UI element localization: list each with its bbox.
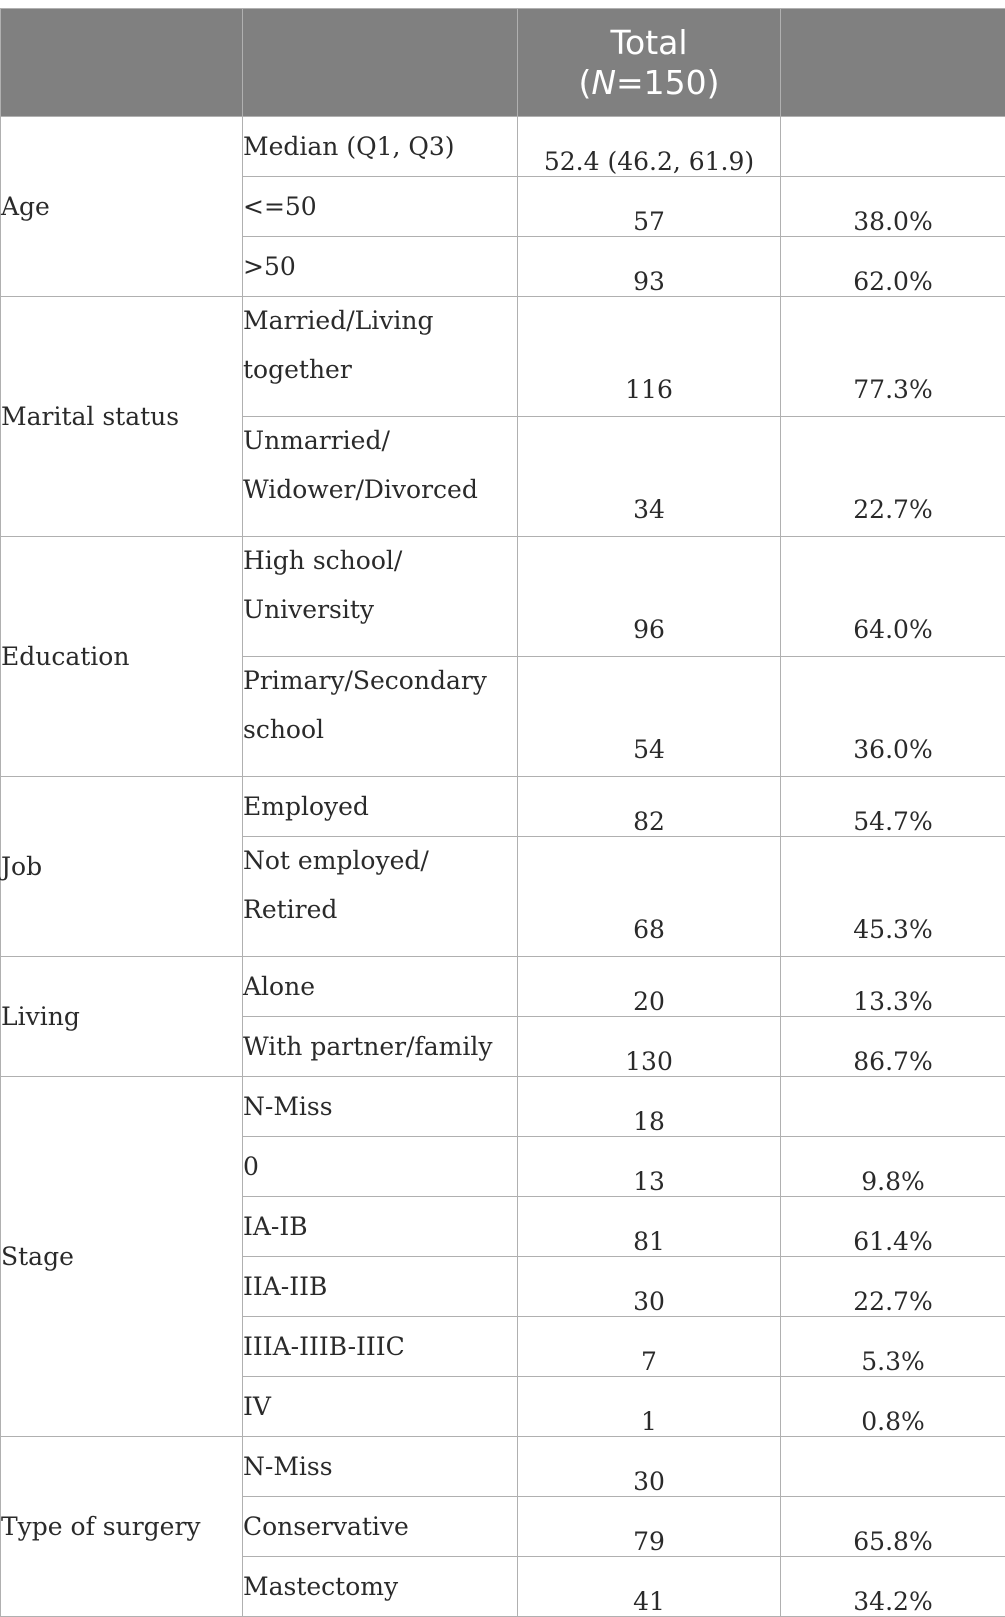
header-total-label: Total — [518, 23, 780, 63]
header-row — [1, 9, 1005, 117]
percent-value: 36.0% — [781, 657, 1005, 777]
percent-value: 9.8% — [781, 1137, 1005, 1197]
percent-value: 22.7% — [781, 1257, 1005, 1317]
total-value: 41 — [518, 1557, 781, 1617]
category-label: IIIA-IIIB-IIIC — [243, 1317, 518, 1377]
total-value: 7 — [518, 1317, 781, 1377]
table-row — [1, 777, 1005, 837]
category-label: Unmarried/ Widower/Divorced — [243, 417, 518, 537]
group-label: Education — [1, 537, 243, 777]
total-value: 116 — [518, 297, 781, 417]
table-row — [1, 1077, 1005, 1137]
percent-value: 86.7% — [781, 1017, 1005, 1077]
total-value: 79 — [518, 1497, 781, 1557]
header-cell-total — [518, 9, 781, 117]
percent-value: 34.2% — [781, 1557, 1005, 1617]
table-row — [1, 1437, 1005, 1497]
percent-value: 64.0% — [781, 537, 1005, 657]
category-label: N-Miss — [243, 1077, 518, 1137]
table-row — [1, 297, 1005, 417]
category-label: Not employed/ Retired — [243, 837, 518, 957]
header-total-n — [518, 63, 780, 103]
category-label: >50 — [243, 237, 518, 297]
total-value: 30 — [518, 1437, 781, 1497]
category-label: IV — [243, 1377, 518, 1437]
table-body — [1, 117, 1005, 1617]
group-label: Type of surgery — [1, 1437, 243, 1617]
percent-value — [781, 1437, 1005, 1497]
total-value: 20 — [518, 957, 781, 1017]
table-row — [1, 537, 1005, 657]
category-label: Median (Q1, Q3) — [243, 117, 518, 177]
table-row — [1, 117, 1005, 177]
table-row — [1, 957, 1005, 1017]
header-cell-characteristic — [1, 9, 243, 117]
total-value: 93 — [518, 237, 781, 297]
group-label: Age — [1, 117, 243, 297]
total-value: 81 — [518, 1197, 781, 1257]
table-header — [1, 9, 1005, 117]
category-label: High school/ University — [243, 537, 518, 657]
percent-value: 62.0% — [781, 237, 1005, 297]
percent-value: 0.8% — [781, 1377, 1005, 1437]
group-label: Stage — [1, 1077, 243, 1437]
total-value: 1 — [518, 1377, 781, 1437]
percent-value: 5.3% — [781, 1317, 1005, 1377]
total-value: 30 — [518, 1257, 781, 1317]
category-label: Alone — [243, 957, 518, 1017]
percent-value: 54.7% — [781, 777, 1005, 837]
total-value: 82 — [518, 777, 781, 837]
header-n-value: =150) — [616, 63, 720, 102]
total-value: 130 — [518, 1017, 781, 1077]
percent-value: 65.8% — [781, 1497, 1005, 1557]
header-n-symbol: N — [591, 63, 616, 102]
total-value: 13 — [518, 1137, 781, 1197]
header-cell-category — [243, 9, 518, 117]
percent-value — [781, 117, 1005, 177]
percent-value: 38.0% — [781, 177, 1005, 237]
total-value: 96 — [518, 537, 781, 657]
header-cell-percent — [781, 9, 1005, 117]
category-label: Married/Living together — [243, 297, 518, 417]
category-label: Mastectomy — [243, 1557, 518, 1617]
category-label: With partner/family — [243, 1017, 518, 1077]
category-label: 0 — [243, 1137, 518, 1197]
demographics-table — [0, 8, 1005, 1617]
category-label: Conservative — [243, 1497, 518, 1557]
total-value: 57 — [518, 177, 781, 237]
total-value: 34 — [518, 417, 781, 537]
percent-value: 61.4% — [781, 1197, 1005, 1257]
group-label: Marital status — [1, 297, 243, 537]
percent-value: 77.3% — [781, 297, 1005, 417]
total-value: 18 — [518, 1077, 781, 1137]
total-value: 68 — [518, 837, 781, 957]
category-label: N-Miss — [243, 1437, 518, 1497]
percent-value — [781, 1077, 1005, 1137]
category-label: IIA-IIB — [243, 1257, 518, 1317]
total-value: 52.4 (46.2, 61.9) — [518, 117, 781, 177]
group-label: Job — [1, 777, 243, 957]
category-label: <=50 — [243, 177, 518, 237]
category-label: Primary/Secondary school — [243, 657, 518, 777]
percent-value: 22.7% — [781, 417, 1005, 537]
header-n-open: ( — [578, 63, 591, 102]
category-label: Employed — [243, 777, 518, 837]
group-label: Living — [1, 957, 243, 1077]
category-label: IA-IB — [243, 1197, 518, 1257]
percent-value: 13.3% — [781, 957, 1005, 1017]
percent-value: 45.3% — [781, 837, 1005, 957]
total-value: 54 — [518, 657, 781, 777]
